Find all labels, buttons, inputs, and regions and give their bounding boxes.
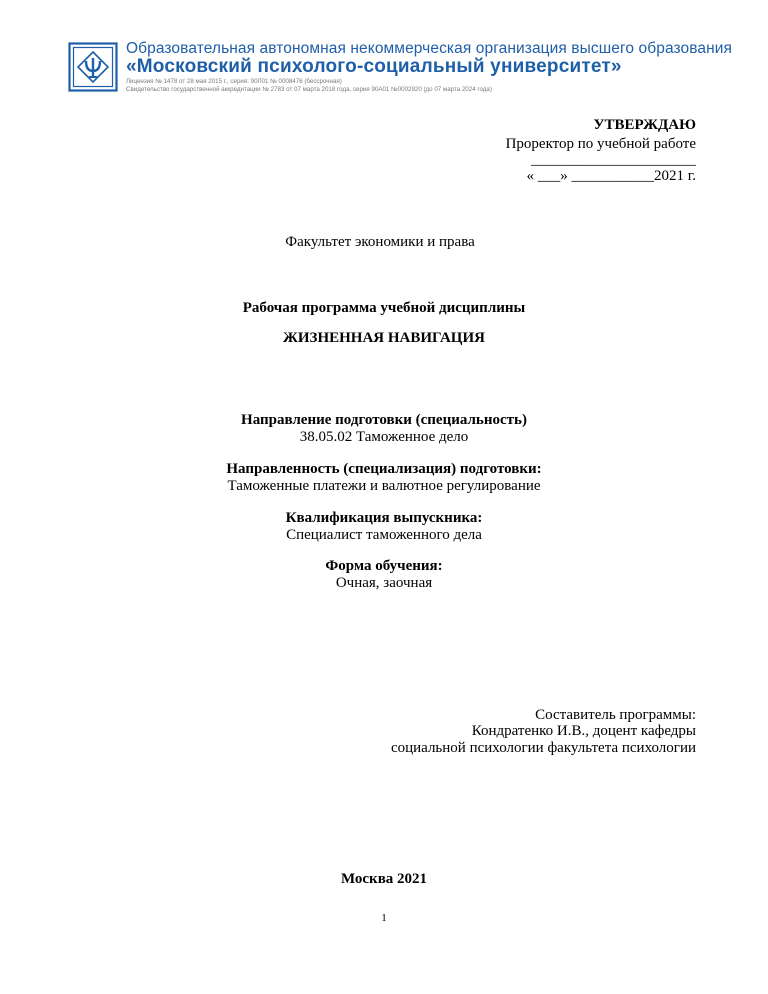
approval-role: Проректор по учебной работе xyxy=(505,136,696,152)
discipline-title: ЖИЗНЕННАЯ НАВИГАЦИЯ xyxy=(283,330,485,346)
signature-line: ______________________ xyxy=(531,152,696,168)
approval-date-line: « ___» ___________2021 г. xyxy=(526,168,696,184)
accreditation-text: Свидетельство государственной аккредитации № 2783 от 07 марта 2018 года, серия 90А01 №0002920 (до 07 марта 2024 года) xyxy=(126,86,492,93)
org-type-text: Образовательная автономная некоммерческая организация высшего образования xyxy=(126,40,733,57)
approval-title: УТВЕРЖДАЮ xyxy=(593,117,696,133)
university-name: «Московский психолого-социальный университет» xyxy=(126,56,622,77)
focus-value: Таможенные платежи и валютное регулирование xyxy=(227,478,541,494)
faculty-name: Факультет экономики и права xyxy=(285,234,475,250)
author-name-position: Кондратенко И.В., доцент кафедры xyxy=(471,723,696,739)
author-department: социальной психологии факультета психологии xyxy=(390,740,696,756)
study-form-label: Форма обучения: xyxy=(325,558,443,574)
page-number: 1 xyxy=(381,912,387,924)
author-label: Составитель программы: xyxy=(535,707,696,723)
qualification-value: Специалист таможенного дела xyxy=(286,527,482,543)
direction-value: 38.05.02 Таможенное дело xyxy=(299,429,469,445)
license-text: Лицензия № 1478 от 28 мая 2015 г., серия: 90Л01 № 0008476 (бессрочная) xyxy=(126,78,342,85)
qualification-label: Квалификация выпускника: xyxy=(285,510,483,526)
study-form-value: Очная, заочная xyxy=(335,575,433,591)
program-label: Рабочая программа учебной дисциплины xyxy=(242,300,526,316)
city-year: Москва 2021 xyxy=(340,871,428,887)
focus-label: Направленность (специализация) подготовки: xyxy=(226,461,542,477)
university-logo-icon xyxy=(68,42,118,92)
direction-label: Направление подготовки (специальность) xyxy=(241,412,527,428)
